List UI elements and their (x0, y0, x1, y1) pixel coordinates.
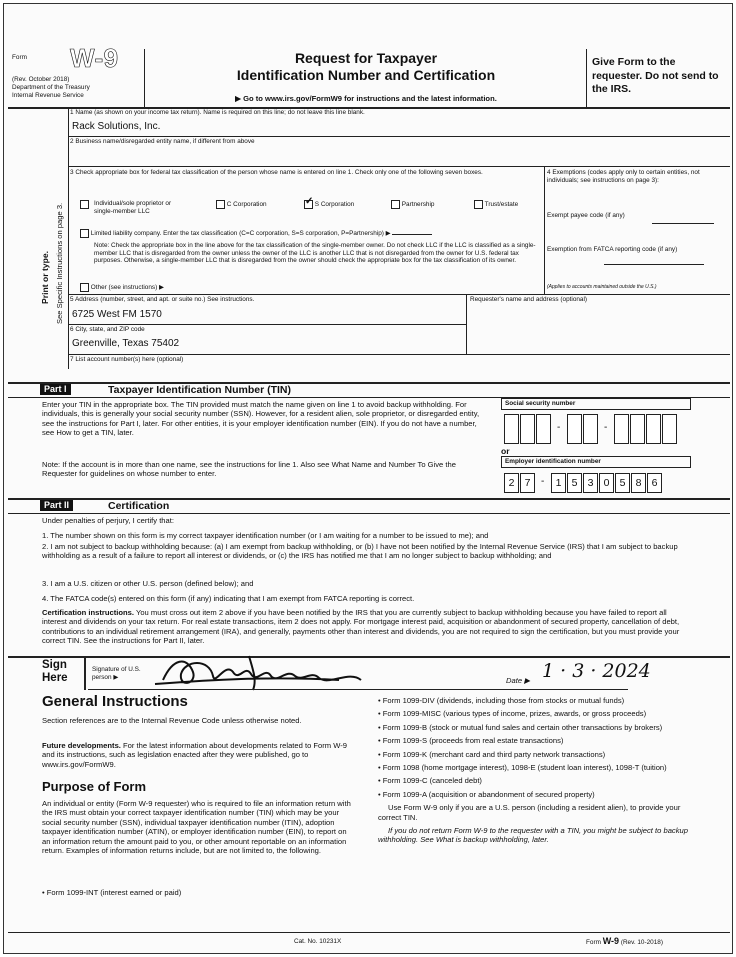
line2-business-name-field[interactable] (72, 148, 672, 164)
line5-label: 5 Address (number, street, and apt. or suite no.) See instructions. (70, 296, 255, 303)
bullet-1099-a: • Form 1099-A (acquisition or abandonment of secured property) (378, 789, 595, 799)
part1-title: Taxpayer Identification Number (TIN) (108, 384, 291, 396)
checkbox-individual[interactable] (80, 200, 89, 209)
form-dept: Department of the Treasury (12, 84, 90, 91)
part1-paragraph: Enter your TIN in the appropriate box. The TIN provided must match the name given on line 1 to avoid backup withholding. For individuals, this is generally your social security number (SSN). However, for a resident alien, sole proprietor, or disregarded entity, see the instructions for Part I, later. For other entities, it is your employer identification number (EIN). If you do not have a number, see How to get a TIN, later. (42, 400, 480, 438)
individual-label: Individual/sole proprietor or single-member LLC (94, 200, 172, 215)
checkbox-s-corp[interactable] (304, 200, 313, 209)
line3-label: 3 Check appropriate box for federal tax classification of the person whose name is entered on line 1. Check only one of the following seven boxes. (70, 169, 483, 176)
ssn-digit-1[interactable] (504, 414, 519, 444)
sign-here-label: Sign Here (42, 659, 68, 684)
ssn-digit-7[interactable] (630, 414, 645, 444)
header-divider-right (586, 49, 587, 107)
ein-digit-1[interactable]: 2 (504, 473, 519, 493)
classification-s-corp[interactable] (304, 200, 354, 209)
purpose-paragraph: An individual or entity (Form W-9 requester) who is required to file an information return with the IRS must obtain your correct taxpayer identification number (TIN) which may be your social security number (SSN), individual taxpayer identification number (ITIN), adoption taxpayer identification number (ATIN), or employer identification number (EIN), to report on an information return the amount paid to you, or other amount reportable on an information return. Examples of information returns include, but are not limited to, the following. (42, 799, 351, 856)
ein-digit-3[interactable]: 1 (551, 473, 566, 493)
ssn-dash-1: - (557, 422, 561, 433)
ein-digit-2[interactable]: 7 (520, 473, 535, 493)
footer-form-label: Form (586, 939, 601, 946)
form-label: Form (12, 54, 27, 61)
cert-instructions-text: You must cross out item 2 above if you have been notified by the IRS that you are currently subject to backup withholding because you have failed to report all interest and dividends on your tax return. For real estate transactions, item 2 does not apply. For mortgage interest paid, acquisition or abandonment of secured property, cancellation of debt, contributions to an individual retirement arrangement (IRA), and generally, payments other than interest and dividends, you are not required to sign the certification, but you must provide your correct TIN. See the instructions for Part II, later. (42, 608, 680, 646)
cert-item-2: 2. I am not subject to backup withholding because: (a) I am exempt from backup withholding, or (b) I have not been notified by the Internal Revenue Service (IRS) that I am subject to backup withholding as a result of a failure to report all interest or dividends, or (c) the IRS has notified me that I am no longer subject to backup withholding; and (42, 542, 678, 561)
ssn-digit-5[interactable] (583, 414, 598, 444)
bullet-1099-c: • Form 1099-C (canceled debt) (378, 776, 482, 786)
s-corp-label: S Corporation (314, 201, 355, 209)
classification-llc[interactable] (80, 228, 540, 238)
rule (68, 136, 730, 137)
future-developments (42, 741, 352, 769)
bullet-1099-div: • Form 1099-DIV (dividends, including those from stocks or mutual funds) (378, 696, 625, 705)
ssn-digit-8[interactable] (646, 414, 661, 444)
checkbox-c-corp[interactable] (216, 200, 225, 209)
signature-field[interactable] (149, 650, 449, 692)
rule (544, 166, 545, 294)
general-instructions-heading: General Instructions (42, 693, 188, 710)
rule (8, 932, 730, 933)
line2-label: 2 Business name/disregarded entity name, if different from above (70, 138, 255, 145)
rule (68, 354, 730, 355)
signature-label: Signature of U.S. person ▶ (92, 666, 141, 681)
right-bullet-list (378, 696, 694, 845)
w9-form-page (3, 3, 733, 954)
line4-label: 4 Exemptions (codes apply only to certain entities, not individuals; see instructions on page 3): (547, 169, 700, 184)
part2-title: Certification (108, 500, 170, 512)
rule (68, 324, 466, 325)
form-name: W-9 (70, 43, 119, 73)
section-references: Section references are to the Internal Revenue Code unless otherwise noted. (42, 716, 302, 725)
partnership-label: Partnership (401, 201, 435, 209)
checkbox-other[interactable] (80, 283, 89, 292)
trust-label: Trust/estate (484, 201, 519, 209)
use-form-paragraph: Use Form W-9 only if you are a U.S. person (including a resident alien), to provide your correct TIN. (378, 803, 681, 822)
rule (84, 656, 86, 690)
llc-label: Limited liability company. Enter the tax classification (C=C corporation, S=S corporation, P=Partnership) ▶ (90, 230, 391, 237)
rule (68, 294, 730, 295)
classification-c-corp[interactable] (216, 200, 267, 209)
exempt-payee-label: Exempt payee code (if any) (547, 212, 625, 219)
print-type-side: Print or type. (40, 250, 50, 304)
footer-form-id (586, 938, 663, 947)
cert-item-3: 3. I am a U.S. citizen or other U.S. person (defined below); and (42, 579, 254, 588)
form-irs: Internal Revenue Service (12, 92, 84, 99)
perjury-intro: Under penalties of perjury, I certify that: (42, 516, 174, 525)
bullet-1099-k: • Form 1099-K (merchant card and third party network transactions) (378, 749, 606, 759)
ssn-field[interactable] (501, 412, 691, 446)
checkbox-trust[interactable] (474, 200, 483, 209)
cert-instructions-label: Certification instructions. (42, 608, 134, 617)
goto-instructions: ▶ Go to www.irs.gov/FormW9 for instructions and the latest information. (235, 94, 497, 103)
rule (88, 689, 628, 690)
ein-label: Employer identification number (501, 456, 691, 468)
line5-address-field[interactable]: 6725 West FM 1570 (72, 309, 162, 320)
if-not-paragraph: If you do not return Form W-9 to the requester with a TIN, you might be subject to backup withholding. See What is backup withholding, later. (378, 826, 688, 845)
classification-partnership[interactable] (391, 200, 434, 209)
ssn-digit-9[interactable] (662, 414, 677, 444)
form-title-line1: Request for Taxpayer (294, 50, 438, 66)
rule (68, 166, 730, 167)
ein-digit-7[interactable]: 5 (615, 473, 630, 493)
bullet-1099-b: • Form 1099-B (stock or mutual fund sales and certain other transactions by brokers) (378, 722, 663, 732)
classification-trust[interactable] (474, 200, 518, 209)
ssn-digit-2[interactable] (520, 414, 535, 444)
cert-instructions (42, 608, 692, 646)
c-corp-label: C Corporation (226, 201, 267, 209)
requester-field[interactable] (470, 308, 726, 350)
cert-item-4: 4. The FATCA code(s) entered on this form (if any) indicating that I am exempt from FATCA reporting is correct. (42, 594, 415, 603)
ein-field[interactable] (501, 470, 691, 496)
line1-name-field[interactable]: Rack Solutions, Inc. (72, 121, 161, 132)
or-label: or (501, 446, 510, 456)
form-title-line2: Identification Number and Certification (236, 67, 496, 83)
part1-tag: Part I (40, 384, 71, 395)
line3-note: Note: Check the appropriate box in the line above for the tax classification of the single-member owner. Do not check LLC if the LLC is classified as a single-member LLC that is disregarded from the owner unless the owner of the LLC is another LLC that is not disregarded from the owner for U.S. federal tax purposes. Otherwise, a single-member LLC that is disregarded from the owner should check the appropriate box for the tax classification of its owner. (94, 242, 536, 265)
future-developments-label: Future developments. (42, 741, 121, 750)
bullet-1099-misc: • Form 1099-MISC (various types of income, prizes, awards, or gross proceeds) (378, 709, 647, 719)
line1-label: 1 Name (as shown on your income tax return). Name is required on this line; do not leave this line blank. (70, 109, 365, 116)
ein-dash: - (541, 476, 545, 487)
footer-form-name: W-9 (602, 936, 620, 946)
date-field[interactable]: 1 · 3 · 2024 (542, 660, 651, 682)
give-form-note: Give Form to the requester. Do not send to the IRS. (592, 56, 719, 95)
part2-tag: Part II (40, 500, 73, 511)
line7-label: 7 List account number(s) here (optional) (70, 356, 184, 363)
form-revision: (Rev. October 2018) (12, 76, 70, 83)
ein-digit-9[interactable]: 6 (647, 473, 662, 493)
signature-drawing (149, 650, 449, 692)
ein-digit-8[interactable]: 8 (631, 473, 646, 493)
ssn-digit-3[interactable] (536, 414, 551, 444)
ein-digit-4[interactable]: 5 (567, 473, 582, 493)
line6-city-field[interactable]: Greenville, Texas 75402 (72, 338, 180, 349)
bullet-1098: • Form 1098 (home mortgage interest), 1098-E (student loan interest), 1098-T (tuition) (378, 763, 667, 773)
cert-item-1: 1. The number shown on this form is my correct taxpayer identification number (or I am waiting for a number to be issued to me); and (42, 531, 489, 540)
rule (8, 513, 730, 514)
other-label: Other (see instructions) ▶ (90, 284, 164, 292)
footer-revision: (Rev. 10-2018) (620, 939, 663, 946)
fatca-label: Exemption from FATCA reporting code (if any) (547, 246, 678, 253)
fatca-field[interactable] (604, 259, 704, 265)
ssn-dash-2: - (604, 422, 608, 433)
ssn-label: Social security number (501, 398, 691, 410)
line6-label: 6 City, state, and ZIP code (70, 326, 145, 333)
checkbox-llc[interactable] (80, 229, 89, 238)
date-label: Date ▶ (506, 676, 530, 685)
classification-other[interactable] (80, 283, 164, 292)
llc-classification-field[interactable] (392, 228, 432, 235)
catalog-number: Cat. No. 10231X (294, 938, 342, 945)
ssn-digit-4[interactable] (567, 414, 582, 444)
checkbox-partnership[interactable] (391, 200, 400, 209)
requester-label: Requester's name and address (optional) (470, 296, 588, 303)
bullet-1099-s: • Form 1099-S (proceeds from real estate transactions) (378, 736, 564, 746)
ein-digit-6[interactable]: 0 (599, 473, 614, 493)
exempt-payee-field[interactable] (652, 218, 714, 224)
rule (466, 294, 467, 354)
part1-note: Note: If the account is in more than one name, see the instructions for line 1. Also see What Name and Number To Give the Requester for guidelines on whose number to enter. (42, 460, 456, 479)
bullet-1099-int: • Form 1099-INT (interest earned or paid) (42, 888, 182, 897)
ssn-digit-6[interactable] (614, 414, 629, 444)
header-divider-left (144, 49, 145, 107)
side-divider (68, 107, 69, 369)
purpose-heading: Purpose of Form (42, 779, 147, 794)
see-specific-side: See Specific Instructions on page 3. (55, 202, 64, 324)
ein-digit-5[interactable]: 3 (583, 473, 598, 493)
line7-account-field[interactable] (72, 364, 712, 376)
future-developments-text: For the latest information about developments related to Form W-9 and its instructions, such as legislation enacted after they were published, go to www.irs.gov/FormW9. (42, 741, 348, 769)
applies-note: (Applies to accounts maintained outside the U.S.) (547, 284, 657, 290)
